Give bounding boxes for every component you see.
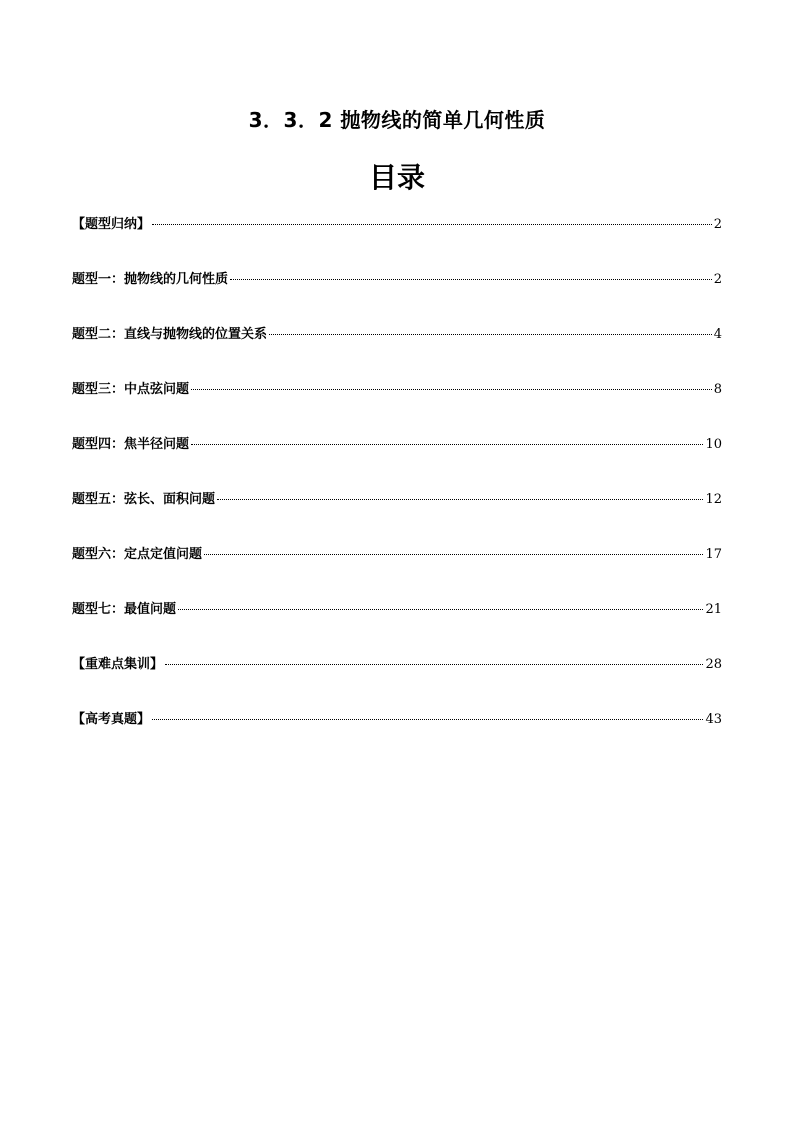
document-title: 3．3．2 抛物线的简单几何性质 bbox=[248, 108, 546, 132]
toc-entry-type-1[interactable] bbox=[72, 269, 722, 324]
toc-entry-exam-questions[interactable] bbox=[72, 709, 722, 764]
toc-entry-type-7[interactable] bbox=[72, 599, 722, 654]
toc-entry-type-3[interactable] bbox=[72, 379, 722, 434]
toc-page-number: 4 bbox=[713, 327, 722, 342]
toc-dot-leader bbox=[191, 389, 712, 390]
toc-page-number: 2 bbox=[713, 272, 722, 287]
toc-entry-type-2[interactable] bbox=[72, 324, 722, 379]
toc-entry-label: 题型四：焦半径问题 bbox=[72, 437, 190, 452]
toc-entry-label: 题型二：直线与抛物线的位置关系 bbox=[72, 327, 268, 342]
toc-page-number: 2 bbox=[713, 217, 722, 232]
toc-entry-label: 题型七：最值问题 bbox=[72, 602, 177, 617]
toc-entry-label: 题型五：弦长、面积问题 bbox=[72, 492, 216, 507]
toc-page-number: 10 bbox=[705, 437, 722, 452]
toc-dot-leader bbox=[269, 334, 712, 335]
toc-dot-leader bbox=[191, 444, 703, 445]
toc-dot-leader bbox=[178, 609, 703, 610]
toc-dot-leader bbox=[152, 224, 712, 225]
toc-dot-leader bbox=[217, 499, 703, 500]
toc-page-number: 43 bbox=[705, 712, 722, 727]
toc-entry-label: 题型一：抛物线的几何性质 bbox=[72, 272, 229, 287]
toc-entry-label: 题型六：定点定值问题 bbox=[72, 547, 203, 562]
toc-dot-leader bbox=[230, 279, 712, 280]
toc-dot-leader bbox=[204, 554, 703, 555]
table-of-contents bbox=[72, 214, 722, 764]
toc-entry-type-5[interactable] bbox=[72, 489, 722, 544]
toc-entry-label: 【题型归纳】 bbox=[72, 217, 151, 232]
toc-page-number: 17 bbox=[705, 547, 722, 562]
toc-entry-type-6[interactable] bbox=[72, 544, 722, 599]
toc-page-number: 8 bbox=[713, 382, 722, 397]
toc-heading: 目录 bbox=[368, 161, 425, 194]
toc-entry-label: 【高考真题】 bbox=[72, 712, 151, 727]
toc-dot-leader bbox=[165, 664, 703, 665]
toc-entry-label: 题型三：中点弦问题 bbox=[72, 382, 190, 397]
toc-entry-key-exercises[interactable] bbox=[72, 654, 722, 709]
toc-dot-leader bbox=[152, 719, 703, 720]
toc-page-number: 28 bbox=[705, 657, 722, 672]
toc-entry-type-4[interactable] bbox=[72, 434, 722, 489]
toc-entry-label: 【重难点集训】 bbox=[72, 657, 164, 672]
toc-page-number: 21 bbox=[705, 602, 722, 617]
toc-page-number: 12 bbox=[705, 492, 722, 507]
toc-entry-summary[interactable] bbox=[72, 214, 722, 269]
